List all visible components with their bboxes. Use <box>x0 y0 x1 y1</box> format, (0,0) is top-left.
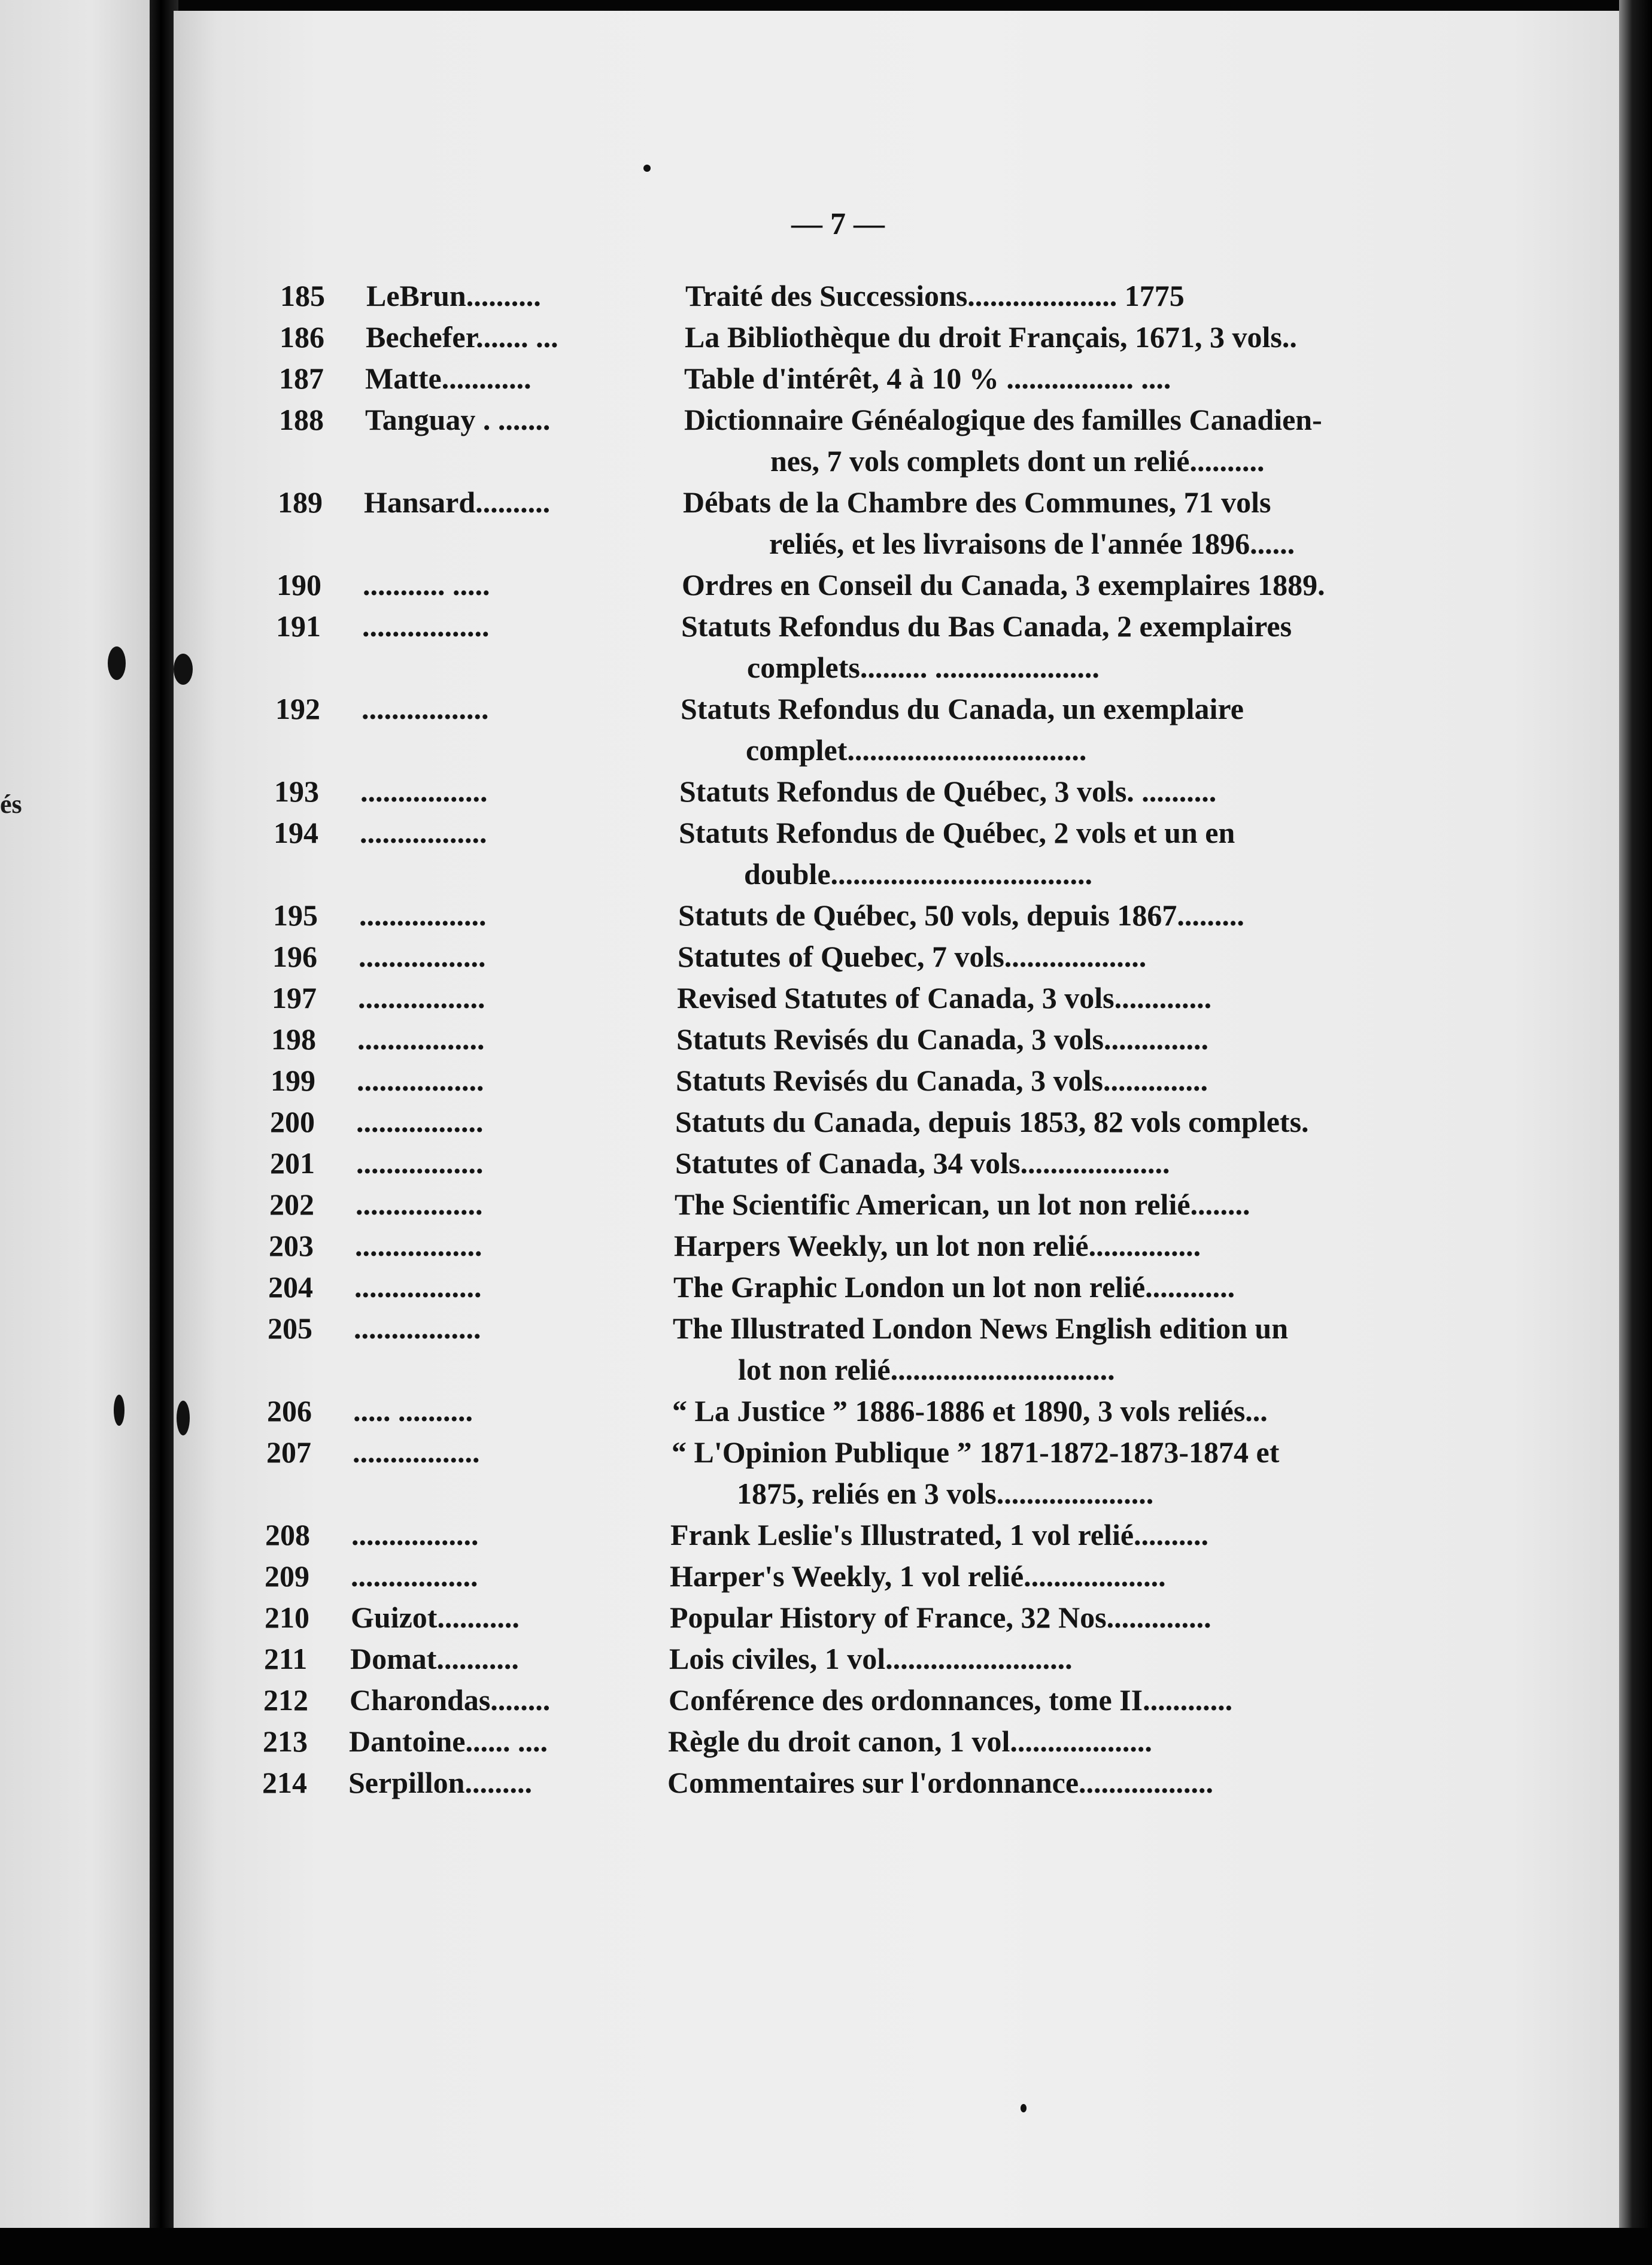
entry-number: 205 <box>268 1311 312 1345</box>
bottom-page-edge <box>0 2228 1652 2265</box>
entry-author: ................. <box>362 692 489 725</box>
entry-number: 194 <box>274 816 318 849</box>
entry-description: The Illustrated London News English edition un <box>673 1311 1289 1345</box>
catalogue-entry <box>0 1104 1616 1144</box>
entry-author: ................. <box>359 940 486 973</box>
entry-number: 209 <box>265 1559 309 1593</box>
catalogue-entry <box>0 1600 1616 1639</box>
entry-description: Popular History of France, 32 Nos.............. <box>670 1601 1211 1634</box>
entry-author: ................. <box>357 1022 485 1056</box>
catalogue-entry <box>0 1063 1616 1103</box>
catalogue-entry <box>0 691 1616 731</box>
entry-description: La Bibliothèque du droit Français, 1671, 3 vols.. <box>685 320 1297 354</box>
entry-description: Statuts Revisés du Canada, 3 vols.............. <box>676 1064 1208 1097</box>
entry-description-continuation: double................................... <box>744 857 1093 891</box>
entry-number: 195 <box>273 898 318 932</box>
catalogue-entry <box>0 1311 1616 1350</box>
catalogue-entry <box>0 1187 1616 1226</box>
entry-description: “ La Justice ” 1886-1886 et 1890, 3 vols reliés... <box>672 1394 1268 1428</box>
catalogue-entry <box>0 815 1616 855</box>
catalogue-entry-continuation <box>0 1476 1616 1516</box>
entry-author: ................. <box>358 981 485 1015</box>
entry-author: ................. <box>356 1146 484 1180</box>
entry-description: Traité des Successions.................... 1775 <box>685 279 1185 312</box>
catalogue-entry <box>0 1641 1616 1681</box>
catalogue-entry <box>0 1228 1616 1268</box>
entry-number: 202 <box>269 1188 314 1221</box>
entry-number: 206 <box>267 1394 312 1428</box>
entry-author: ................. <box>355 1229 482 1262</box>
catalogue-entry <box>0 1435 1616 1474</box>
catalogue-entry-continuation <box>0 1352 1616 1392</box>
entry-description: Revised Statutes of Canada, 3 vols............. <box>677 981 1212 1015</box>
entry-author: ................. <box>362 609 490 643</box>
entry-description: Statuts Refondus de Québec, 2 vols et un en <box>679 816 1235 849</box>
entry-description: Table d'intérêt, 4 à 10 % ................. .... <box>684 362 1171 395</box>
entry-author: ..... .......... <box>353 1394 473 1428</box>
entry-description: Frank Leslie's Illustrated, 1 vol relié.......... <box>670 1518 1209 1552</box>
catalogue-entry <box>0 361 1616 400</box>
entry-author: ................. <box>351 1518 479 1552</box>
entry-author: ................. <box>354 1270 482 1304</box>
entry-description: Statuts Refondus du Canada, un exemplaire <box>681 692 1244 725</box>
entry-description: Conférence des ordonnances, tome II............ <box>669 1683 1233 1717</box>
entry-author: Guizot........... <box>351 1601 520 1634</box>
catalogue-entry <box>0 1559 1616 1598</box>
catalogue-entry-continuation <box>0 650 1616 690</box>
entry-description: Statuts Revisés du Canada, 3 vols.............. <box>676 1022 1209 1056</box>
ink-speck <box>643 165 651 172</box>
entry-number: 197 <box>272 981 317 1015</box>
entry-description: Règle du droit canon, 1 vol................... <box>668 1724 1152 1758</box>
entry-description: Statuts de Québec, 50 vols, depuis 1867......... <box>678 898 1244 932</box>
catalogue-entry <box>0 1765 1616 1805</box>
entry-author: ................. <box>360 775 488 808</box>
entry-number: 207 <box>266 1435 311 1469</box>
entry-description-continuation: lot non relié.............................. <box>738 1353 1115 1386</box>
ink-speck <box>1021 2104 1027 2112</box>
entry-author: LeBrun.......... <box>366 279 541 312</box>
entry-description: Statutes of Canada, 34 vols.................... <box>675 1146 1170 1180</box>
entry-number: 213 <box>263 1724 308 1758</box>
entry-number: 190 <box>277 568 321 602</box>
entry-number: 198 <box>271 1022 316 1056</box>
catalogue-entry <box>0 1517 1616 1557</box>
entry-number: 199 <box>271 1064 315 1097</box>
catalogue-entry <box>0 320 1616 359</box>
entry-description-continuation: complet................................ <box>746 733 1087 767</box>
entry-author: Matte............ <box>365 362 532 395</box>
catalogue-entry <box>0 980 1616 1020</box>
entry-description-continuation: reliés, et les livraisons de l'année 1896...... <box>769 527 1295 560</box>
catalogue-entry <box>0 898 1616 937</box>
entry-description: Statuts Refondus du Bas Canada, 2 exemplaires <box>681 609 1292 643</box>
catalogue-entry <box>0 1393 1616 1433</box>
entry-description-continuation: complets......... ...................... <box>747 651 1100 684</box>
entry-author: Bechefer....... ... <box>366 320 558 354</box>
entry-author: ................. <box>357 1064 484 1097</box>
entry-description: Commentaires sur l'ordonnance.................. <box>667 1766 1214 1799</box>
entry-description: Dictionnaire Généalogique des familles Canadien- <box>684 403 1322 436</box>
entry-description: “ L'Opinion Publique ” 1871-1872-1873-1874 et <box>672 1435 1280 1469</box>
entry-author: ................. <box>356 1188 483 1221</box>
entry-author: Dantoine...... .... <box>349 1724 548 1758</box>
entry-number: 210 <box>265 1601 309 1634</box>
catalogue-entry-continuation <box>0 526 1616 566</box>
entry-number: 208 <box>265 1518 310 1552</box>
entry-description: Statuts Refondus de Québec, 3 vols. .......... <box>679 775 1217 808</box>
entry-author: Charondas........ <box>350 1683 551 1717</box>
entry-author: ................. <box>354 1311 481 1345</box>
catalogue-entry <box>0 1270 1616 1309</box>
catalogue-entry <box>0 1022 1616 1061</box>
entry-author: ................. <box>356 1105 484 1138</box>
entry-author: ................. <box>353 1435 480 1469</box>
entry-number: 191 <box>276 609 321 643</box>
entry-number: 187 <box>279 362 324 395</box>
entry-number: 203 <box>269 1229 314 1262</box>
right-page-edge <box>1619 0 1652 2265</box>
entry-description: Lois civiles, 1 vol......................... <box>669 1642 1073 1675</box>
entry-author: Serpillon......... <box>348 1766 532 1799</box>
entry-number: 201 <box>270 1146 315 1180</box>
catalogue-entry <box>0 567 1616 607</box>
entry-number: 196 <box>272 940 317 973</box>
entry-description: Ordres en Conseil du Canada, 3 exemplaires 1889. <box>682 568 1325 602</box>
left-page-fragment-text: és <box>0 790 22 819</box>
entry-number: 186 <box>280 320 324 354</box>
entry-author: Domat........... <box>350 1642 519 1675</box>
entry-description: Statuts du Canada, depuis 1853, 82 vols complets. <box>675 1105 1309 1138</box>
catalogue-entry-continuation <box>0 733 1616 772</box>
entry-number: 188 <box>279 403 324 436</box>
entry-author: ........... ..... <box>363 568 490 602</box>
catalogue-entry <box>0 402 1616 442</box>
entry-number: 185 <box>280 279 325 312</box>
catalogue-entry <box>0 939 1616 979</box>
entry-author: Tanguay . ....... <box>365 403 551 436</box>
entry-description: Statutes of Quebec, 7 vols................... <box>678 940 1147 973</box>
entry-author: ................. <box>360 816 487 849</box>
entry-number: 192 <box>275 692 320 725</box>
catalogue-entry-continuation <box>0 444 1616 483</box>
catalogue-entry <box>0 485 1616 524</box>
entry-description: Harper's Weekly, 1 vol relié................... <box>670 1559 1166 1593</box>
catalogue-entry <box>0 609 1616 648</box>
page-folio: — 7 — <box>791 207 885 241</box>
catalogue-entry <box>0 1146 1616 1185</box>
entry-description: Harpers Weekly, un lot non relié............... <box>674 1229 1201 1262</box>
entry-description-continuation: 1875, reliés en 3 vols..................... <box>737 1477 1154 1510</box>
entry-number: 211 <box>264 1642 308 1675</box>
entry-description: The Graphic London un lot non relié............ <box>673 1270 1235 1304</box>
catalogue-entry <box>0 278 1616 318</box>
entry-number: 189 <box>278 485 323 519</box>
catalogue-entry-continuation <box>0 857 1616 896</box>
catalogue-entry <box>0 1683 1616 1722</box>
entry-description: Débats de la Chambre des Communes, 71 vols <box>683 485 1271 519</box>
entry-description-continuation: nes, 7 vols complets dont un relié.......... <box>770 444 1265 478</box>
entry-number: 200 <box>270 1105 315 1138</box>
entry-number: 212 <box>263 1683 308 1717</box>
entry-description: The Scientific American, un lot non relié........ <box>675 1188 1250 1221</box>
entry-number: 193 <box>274 775 319 808</box>
catalogue-entry <box>0 1724 1616 1763</box>
entry-number: 214 <box>262 1766 307 1799</box>
entry-author: ................. <box>351 1559 478 1593</box>
entry-author: Hansard.......... <box>364 485 551 519</box>
entry-number: 204 <box>268 1270 313 1304</box>
entry-author: ................. <box>359 898 487 932</box>
catalogue-entry <box>0 774 1616 813</box>
